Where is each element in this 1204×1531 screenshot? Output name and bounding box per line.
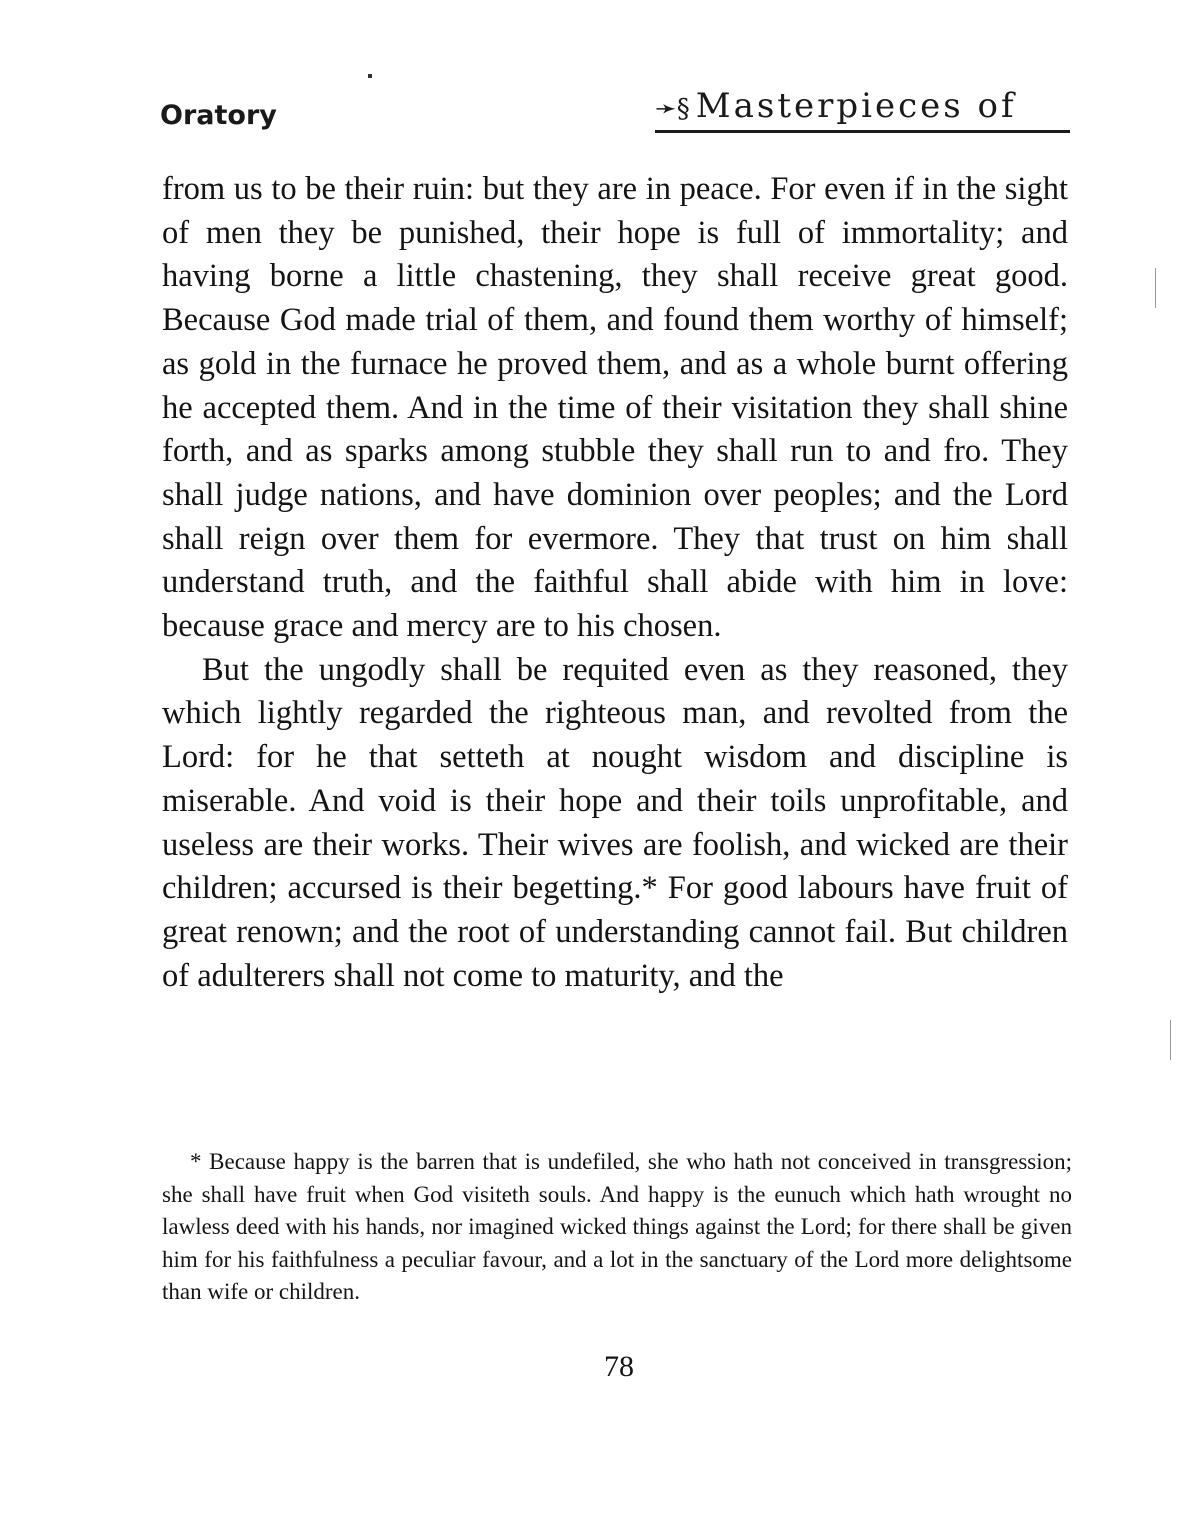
- print-speck: [368, 74, 372, 78]
- body-text: [162, 168, 1068, 998]
- running-header-right-title: Masterpieces of: [695, 86, 1017, 126]
- print-mark: [1155, 268, 1156, 308]
- paragraph: But the ungodly shall be requited even as they reasoned, they which lightly regarded the righteous man, and revolted from the Lord: for he that setteth at nought wisdom and discipline is miserable. And void is their hope and their toils unprofitable, and useless are their works. Their wives are foolish, and wicked are their children; accursed is their begetting.* For good labours have fruit of great renown; and the root of understanding cannot fail. But children of adulterers shall not come to maturity, and the: [162, 651, 1068, 994]
- paragraph: from us to be their ruin: but they are in peace. For even if in the sight of men they be punished, their hope is full of immortality; and having borne a little chastening, they shall receive great good. Because God made trial of them, and found them worthy of himself; as gold in the furnace he proved them, and as a whole burnt offering he accepted them. And in the time of their visitation they shall shine forth, and as sparks among stubble they shall run to and fro. They shall judge nations, and have dominion over peoples; and the Lord shall reign over them for evermore. They that trust on him shall understand truth, and the faithful shall abide with him in love: because grace and mercy are to his chosen.: [162, 171, 1068, 645]
- fleuron-icon: ➛§: [655, 94, 690, 124]
- print-mark: [1170, 1020, 1171, 1060]
- footnote: [162, 1146, 1072, 1309]
- running-header-left: Oratory: [160, 100, 277, 131]
- footnote-text: * Because happy is the barren that is undefiled, she who hath not conceived in transgression; she shall have fruit when God visiteth souls. And happy is the eunuch which hath wrought no lawless deed with his hands, nor imagined wicked things against the Lord; for there shall be given him for his faithfulness a peculiar favour, and a lot in the sanctuary of the Lord more delightsome than wife or children.: [162, 1149, 1072, 1304]
- page-number: 78: [604, 1350, 634, 1383]
- running-header-right: [655, 86, 1070, 133]
